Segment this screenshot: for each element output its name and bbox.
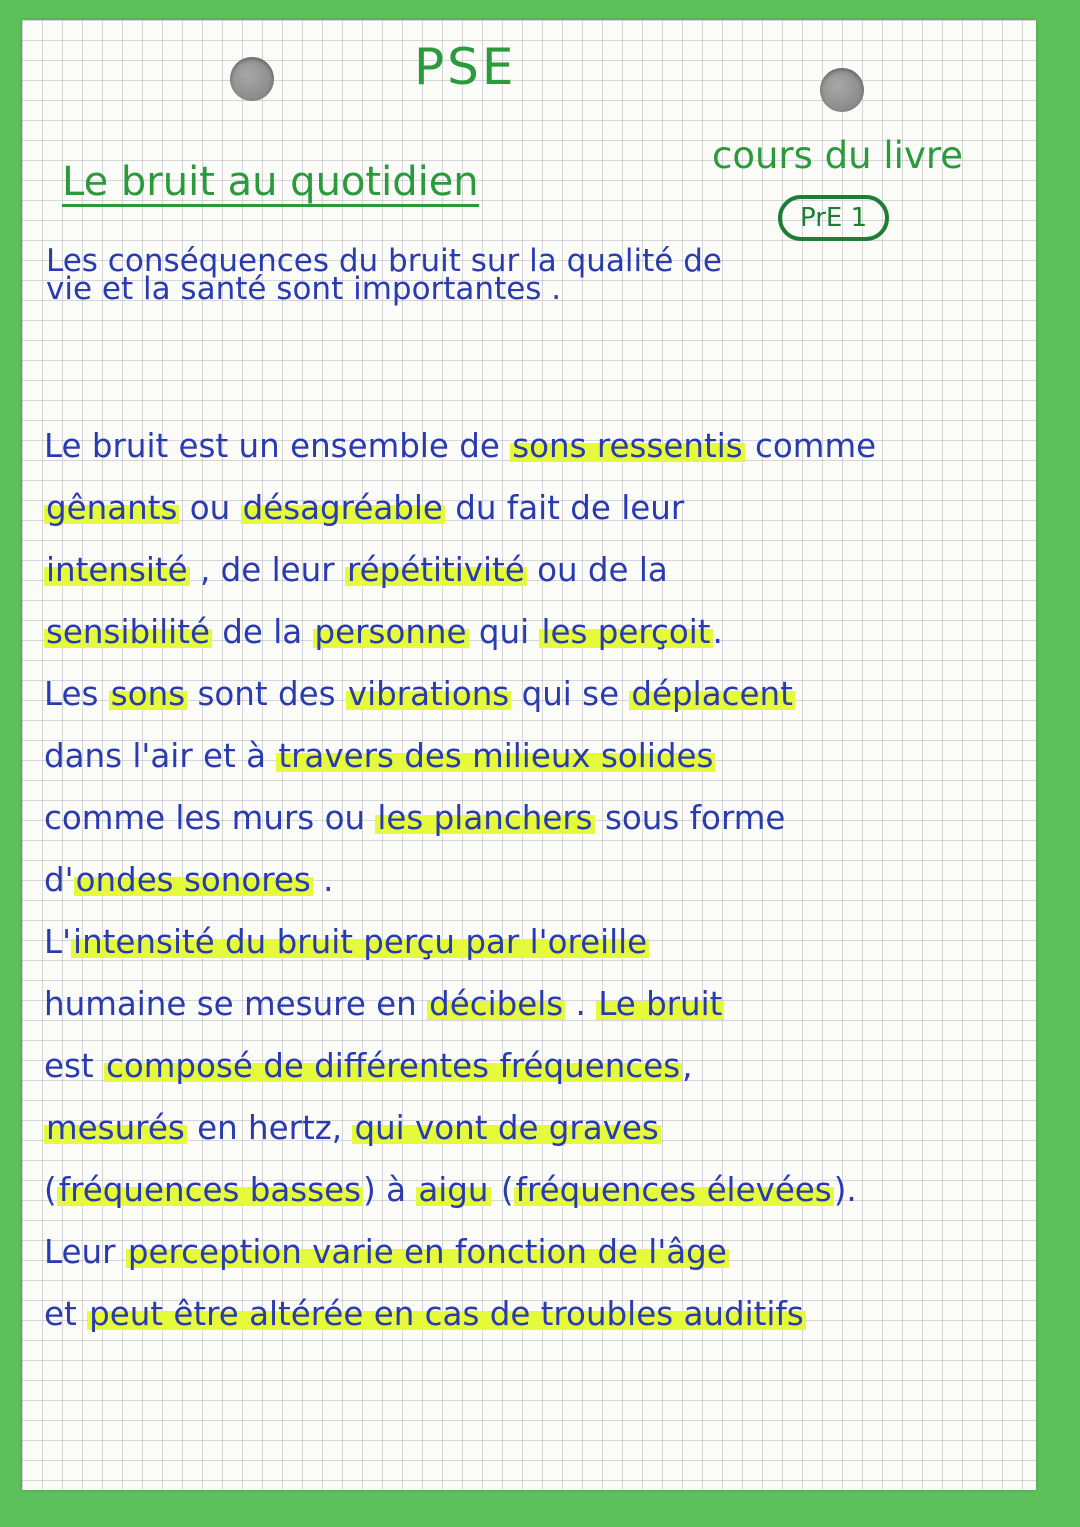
highlighted-text: gênants — [46, 489, 178, 527]
body-line — [44, 725, 876, 787]
highlighted-text: travers des milieux solides — [278, 737, 714, 775]
body-text-segment: du fait de leur — [444, 489, 685, 527]
highlighted-text: fréquences élevées — [515, 1171, 832, 1209]
intro-paragraph — [46, 243, 722, 307]
body-text-segment: ) à — [363, 1171, 417, 1209]
body-line — [44, 477, 876, 539]
body-text-segment: sous forme — [594, 799, 786, 837]
highlighted-text: fréquences basses — [58, 1171, 362, 1209]
page-title: Le bruit au quotidien — [62, 159, 479, 205]
body-text-segment: comme les murs ou — [44, 799, 376, 837]
highlighted-text: peut être altérée en cas de troubles auditifs — [89, 1295, 804, 1333]
notebook-page — [22, 20, 1036, 1490]
highlighted-text: décibels — [429, 985, 564, 1023]
highlighted-text: intensité du bruit perçu par l'oreille — [73, 923, 648, 961]
chapter-badge: PrE 1 — [778, 195, 889, 241]
highlighted-text: répétitivité — [346, 551, 525, 589]
body-text-segment: ou — [179, 489, 241, 527]
body-text-segment: de la — [211, 613, 313, 651]
body-text-segment: comme — [744, 427, 877, 465]
body-line — [44, 1283, 876, 1345]
body-text-segment: qui — [468, 613, 540, 651]
body-text-segment: et — [44, 1295, 88, 1333]
highlighted-text: sons ressentis — [512, 427, 743, 465]
highlighted-text: ondes sonores — [75, 861, 311, 899]
body-text-segment: Leur — [44, 1233, 126, 1271]
body-text-segment: dans l'air et à — [44, 737, 277, 775]
highlighted-text: aigu — [418, 1171, 489, 1209]
punch-hole-left — [230, 57, 274, 101]
body-line — [44, 663, 876, 725]
body-line — [44, 973, 876, 1035]
highlighted-text: vibrations — [347, 675, 510, 713]
body-text-segment: , de leur — [189, 551, 345, 589]
body-text-segment: est — [44, 1047, 105, 1085]
intro-line: vie et la santé sont importantes . — [46, 271, 562, 307]
highlighted-text: sensibilité — [46, 613, 210, 651]
body-paragraph — [44, 415, 876, 1345]
body-text-segment: . — [312, 861, 334, 899]
body-text-segment: L' — [44, 923, 72, 961]
subject-heading: PSE — [414, 38, 517, 96]
highlighted-text: Le bruit — [598, 985, 723, 1023]
body-text-segment: qui se — [511, 675, 630, 713]
body-text-segment: Le bruit est un ensemble de — [44, 427, 511, 465]
body-text-segment: ou de la — [526, 551, 668, 589]
highlighted-text: les perçoit — [541, 613, 711, 651]
highlighted-text: déplacent — [631, 675, 793, 713]
body-text-segment: , — [682, 1047, 693, 1085]
body-text-segment: d' — [44, 861, 74, 899]
body-text-segment: humaine se mesure en — [44, 985, 428, 1023]
highlighted-text: les planchers — [377, 799, 593, 837]
body-text-segment: ( — [490, 1171, 514, 1209]
body-line — [44, 1159, 876, 1221]
highlighted-text: mesurés — [46, 1109, 185, 1147]
body-line — [44, 539, 876, 601]
body-line — [44, 849, 876, 911]
body-text-segment: . — [565, 985, 597, 1023]
body-line — [44, 911, 876, 973]
intro-line: Les conséquences du bruit sur la qualité de — [46, 243, 722, 279]
highlighted-text: sons — [110, 675, 186, 713]
body-text-segment: sont des — [187, 675, 346, 713]
source-note: cours du livre — [712, 134, 963, 177]
body-line — [44, 1221, 876, 1283]
body-text-segment: ). — [833, 1171, 857, 1209]
body-line — [44, 1097, 876, 1159]
body-line — [44, 1035, 876, 1097]
body-line — [44, 415, 876, 477]
body-text-segment: ( — [44, 1171, 57, 1209]
punch-hole-right — [820, 68, 864, 112]
highlighted-text: intensité — [46, 551, 188, 589]
body-line — [44, 787, 876, 849]
body-text-segment: en hertz, — [186, 1109, 353, 1147]
highlighted-text: perception varie en fonction de l'âge — [127, 1233, 727, 1271]
body-text-segment: Les — [44, 675, 109, 713]
body-line — [44, 601, 876, 663]
highlighted-text: qui vont de graves — [354, 1109, 659, 1147]
body-text-segment: . — [712, 613, 723, 651]
highlighted-text: composé de différentes fréquences — [106, 1047, 681, 1085]
highlighted-text: personne — [314, 613, 467, 651]
highlighted-text: désagréable — [242, 489, 443, 527]
